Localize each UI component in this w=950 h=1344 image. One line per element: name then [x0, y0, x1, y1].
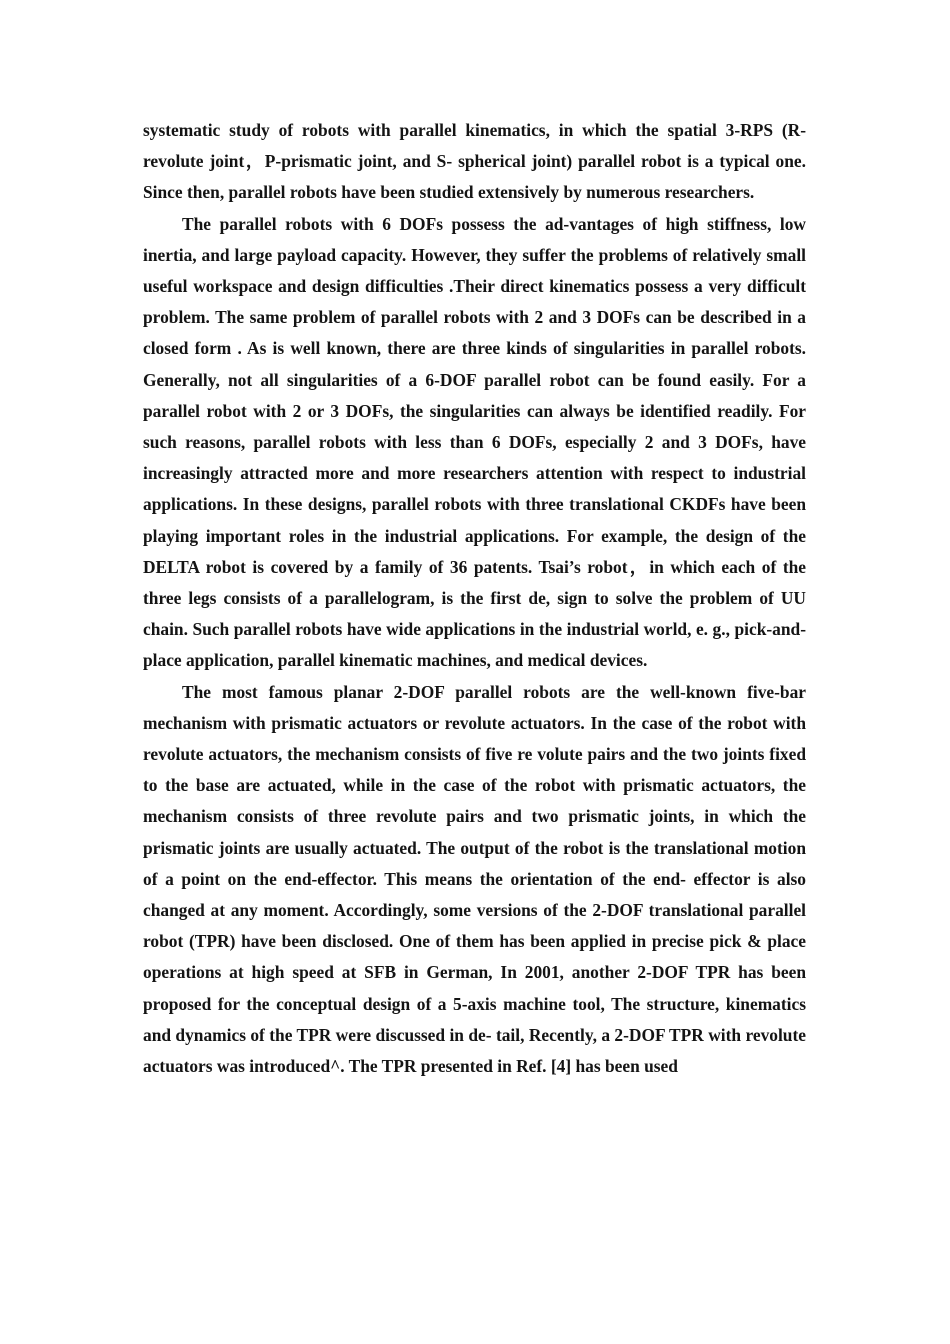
paragraph-planar-2dof-robots: The most famous planar 2-DOF parallel robots are the well-known five-bar mechanism with prismatic actuators or revolute actuators. In the case of the robot with revolute actuators, the mechanism consists of five re volute pairs and the two joints fixed to the base are actuated, while in the case of the robot with prismatic actuators, the mechanism consists of three revolute pairs and two prismatic joints, in which the prismatic joints are usually actuated. The output of the robot is the translational motion of a point on the end-effector. This means the orientation of the end- effector is also changed at any moment. Accordingly, some versions of the 2-DOF translational parallel robot (TPR) have been disclosed. One of them has been applied in precise pick & place operations at high speed at SFB in German, In 2001, another 2-DOF TPR has been proposed for the conceptual design of a 5-axis machine tool, The structure, kinematics and dynamics of the TPR were discussed in de- tail, Recently, a 2-DOF TPR with revolute actuators was introduced^. The TPR presented in Ref. [4] has been used	[143, 681, 806, 1077]
paragraph-continuation: systematic study of robots with parallel kinematics, in which the spatial 3-RPS (R-revolute joint，P-prismatic joint, and S- spherical joint) parallel robot is a typical one. Since then, parallel robots have been studied extensively by numerous researchers.	[143, 120, 806, 203]
document-body	[143, 115, 806, 1082]
paragraph-6dof-robots: The parallel robots with 6 DOFs possess the ad-vantages of high stiffness, low inertia, and large payload capacity. However, they suffer the problems of relatively small useful workspace and design difficulties .Their direct kinematics possess a very difficult problem. The same problem of parallel robots with 2 and 3 DOFs can be described in a closed form . As is well known, there are three kinds of singularities in parallel robots. Generally, not all singularities of a 6-DOF parallel robot can be found easily. For a parallel robot with 2 or 3 DOFs, the singularities can always be identified readily. For such reasons, parallel robots with less than 6 DOFs, especially 2 and 3 DOFs, have increasingly attracted more and more researchers attention with respect to industrial applications. In these designs, parallel robots with three translational CKDFs have been playing important roles in the industrial applications. For example, the design of the DELTA robot is covered by a family of 36 patents. Tsai’s robot，in which each of the three legs consists of a parallelogram, is the first de, sign to solve the problem of UU chain. Such parallel robots have wide applications in the industrial world, e. g., pick-and-place application, parallel kinematic machines, and medical devices.	[143, 213, 806, 671]
